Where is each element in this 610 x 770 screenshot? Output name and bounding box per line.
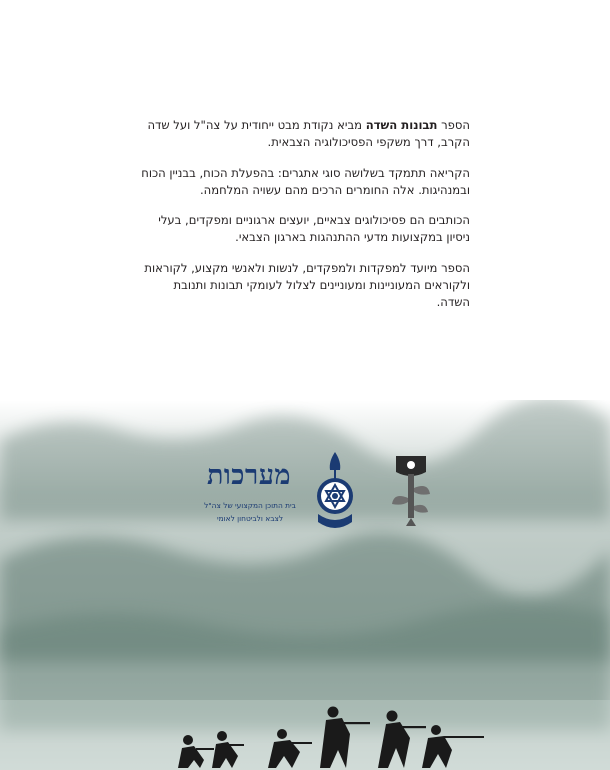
blurb-text [140,117,470,325]
maarachot-emblem-icon [310,448,360,536]
soldier-silhouette-4 [320,707,370,769]
soldier-silhouette-3 [268,729,312,768]
blurb-paragraph-2: הקריאה תתמקד בשלושה סוגי אתגרים: בהפעלת הכוח, בבניין הכוח ובמנהיגות. אלה החומרים הרכים מהם עשויה המלחמה. [141,165,470,197]
blurb-p1-end: מביא נקודת מבט ייחודית על צה"ל ועל שדה הקרב, דרך משקפי הפסיכולוגיה הצבאית. [147,118,470,150]
blurb-paragraph-1 [140,117,470,152]
idf-emblem-icon [388,452,434,530]
maarachot-subtitle-1: בית התוכן המקצועי של צה"ל [204,501,296,510]
soldier-silhouette-2 [212,731,244,768]
soldier-silhouette-1 [178,735,214,768]
publisher-logos [185,448,435,538]
blurb-paragraph-3: הכותבים הם פסיכולוגים צבאיים, יועצים ארגוניים ומפקדים, בעלי ניסיון במקצועות מדעי ההתנהגות בארגון הצבאי. [158,213,470,245]
blurb-p1-start: הספר [437,118,470,132]
soldier-silhouette-6 [422,725,484,768]
soldier-silhouettes [0,690,610,770]
soldier-silhouette-5 [378,711,426,769]
maarachot-subtitle-2: לצבא ולביטחון לאומי [216,514,284,523]
blurb-paragraph-4: הספר מיועד למפקדות ולמפקדים, לנשות ולאנשי מקצוע, לקוראות ולקוראים המעוניינות ומעוניינים לצלול לעומקי תבונות ותנובת השדה. [144,260,470,310]
maarachot-wordmark: מערכות [206,460,292,491]
book-title: תבונות השדה [365,118,438,132]
